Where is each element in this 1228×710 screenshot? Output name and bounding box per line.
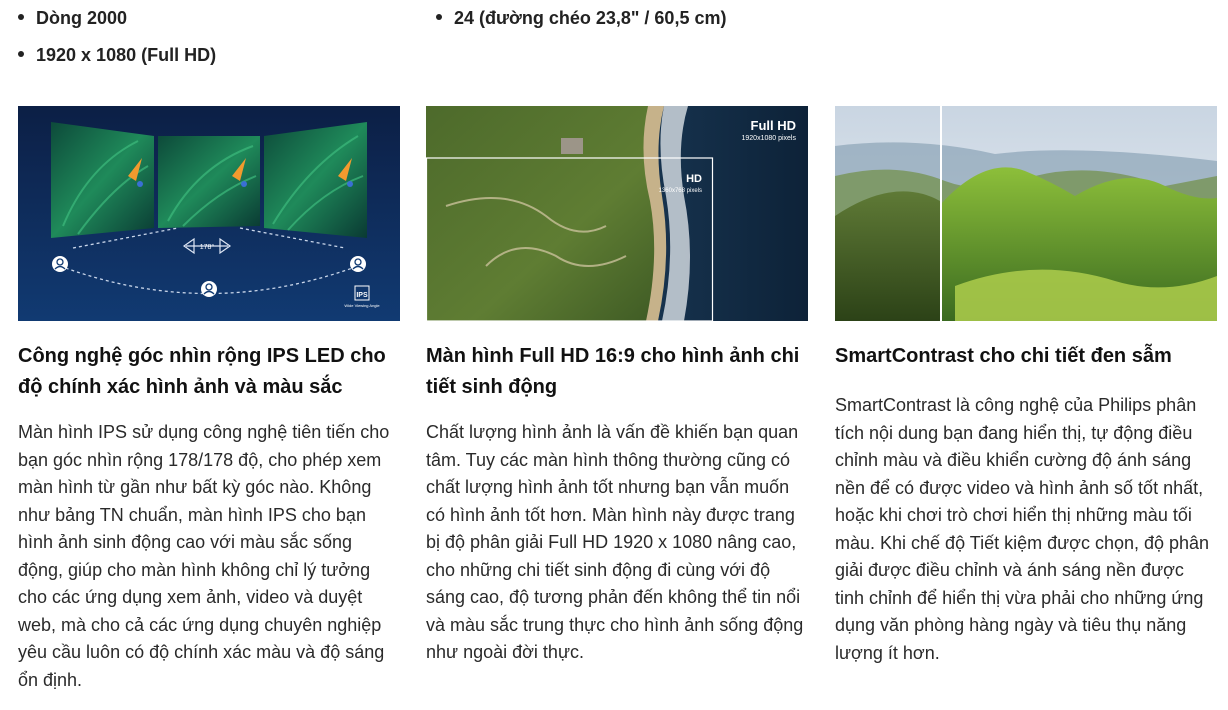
viewer-icon <box>201 281 217 297</box>
bullet-icon <box>18 51 24 57</box>
spec-series-text: Dòng 2000 <box>36 8 128 28</box>
angle-label: 178° <box>199 244 215 251</box>
hd-sub: 1360x768 pixels <box>658 188 702 194</box>
feature-card-ips <box>18 106 400 694</box>
viewer-icon <box>52 256 68 272</box>
ips-viewing-angle-image <box>18 106 400 321</box>
feature-body: Chất lượng hình ảnh là vấn đề khiến bạn quan tâm. Tuy các màn hình thông thường cũng có chất lượng hình ảnh tốt nhưng bạn vẫn muốn có hình ảnh tốt hơn. Màn hình này được trang bị độ phân giải Full HD 1920 x 1080 nâng cao, cho những chi tiết sinh động đi cùng với độ sáng cao, độ tương phản đến không thể tin nổi và màu sắc trung thực cho hình ảnh sống động như ngoài đời thực. <box>426 422 804 662</box>
feature-body: SmartContrast là công nghệ của Philips phân tích nội dung bạn đang hiển thị, tự động điều chỉnh màu và điều khiển cường độ ánh sáng nền để có được video và hình ảnh số tốt nhất, hoặc khi chơi trò chơi hiển thị những màu tối màu. Khi chế độ Tiết kiệm được chọn, độ phân giải được điều chỉnh và ánh sáng nền được tinh chỉnh để hiển thị vừa phải cho những ứng dụng văn phòng hàng ngày và tiêu thụ năng lượng ít hơn. <box>835 395 1210 663</box>
split-divider <box>940 106 942 321</box>
bullet-icon <box>18 14 24 20</box>
svg-text:IPS: IPS <box>356 292 368 299</box>
feature-title: Công nghệ góc nhìn rộng IPS LED cho độ chính xác hình ảnh và màu sắc <box>18 345 386 398</box>
logo-text: Wide Viewing Angle <box>344 303 380 308</box>
bullet-icon <box>436 14 442 20</box>
feature-title: SmartContrast cho chi tiết đen sẫm <box>835 345 1172 367</box>
viewer-icon <box>350 256 366 272</box>
fullhd-sub: 1920x1080 pixels <box>741 135 796 142</box>
full-hd-coastline-image <box>426 106 808 321</box>
spec-size-text: 24 (đường chéo 23,8" / 60,5 cm) <box>454 8 727 28</box>
fullhd-label: Full HD <box>750 118 796 133</box>
feature-body: Màn hình IPS sử dụng công nghệ tiên tiến cho bạn góc nhìn rộng 178/178 độ, cho phép xem màn hình từ gần như bất kỳ góc nào. Không như bảng TN chuẩn, màn hình IPS cho bạn hình ảnh sinh động cao với màu sắc sống động, giúp cho màn hình không chỉ lý tưởng cho các ứng dụng xem ảnh, video và duyệt web, mà cho cả các ứng dụng chuyên nghiệp yêu cầu luôn có độ chính xác màu và độ sáng ổn định. <box>18 422 390 690</box>
feature-card-fullhd <box>426 106 808 667</box>
feature-title: Màn hình Full HD 16:9 cho hình ảnh chi tiết sinh động <box>426 345 800 398</box>
spec-series <box>18 8 127 29</box>
spec-resolution-text: 1920 x 1080 (Full HD) <box>36 45 217 65</box>
hd-label: HD <box>686 173 702 185</box>
smartcontrast-mountain-image <box>835 106 1217 321</box>
spec-size <box>436 8 726 29</box>
feature-card-smartcontrast <box>835 106 1217 667</box>
spec-resolution <box>18 45 216 66</box>
